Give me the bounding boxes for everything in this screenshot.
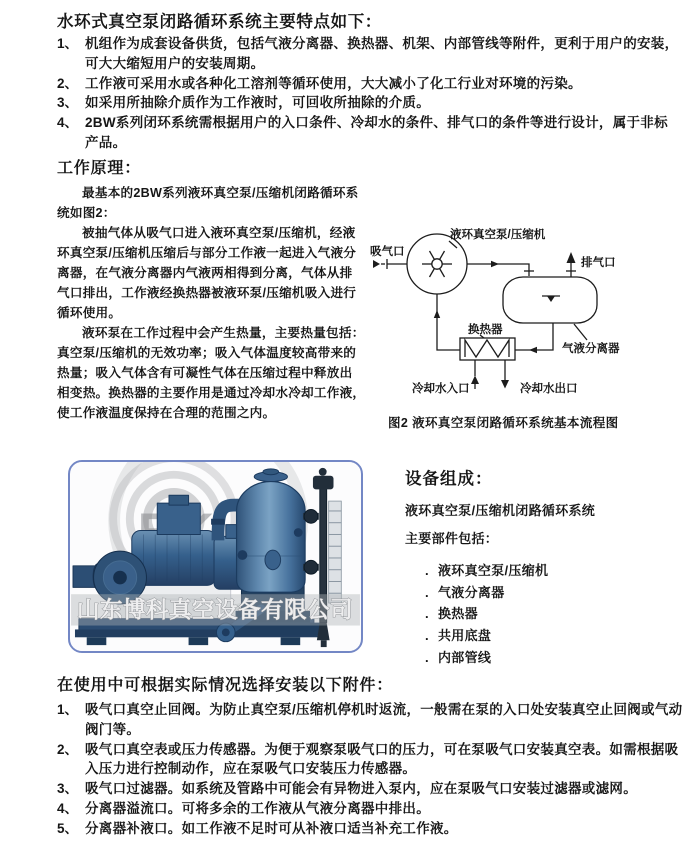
equipment-section bbox=[405, 465, 595, 668]
item-text: 入压力进行控制动作，应在泵吸气口安装压力传感器。 bbox=[85, 761, 417, 777]
item-text: 液环真空泵/压缩机 bbox=[438, 563, 549, 578]
text-line: 气口排出，工作液经换热器被液环泵/压缩机吸入进行 bbox=[57, 286, 357, 300]
text-line: 环真空泵/压缩机压缩后与部分工作液一起进入气液分 bbox=[57, 246, 357, 260]
text-line: 真空泵/压缩机的无效功率；吸入气体温度较高带来的 bbox=[57, 346, 357, 360]
cooling-out-label: 冷却水出口 bbox=[520, 383, 578, 395]
svg-text:山东博科真空设备有限公司: 山东博科真空设备有限公司 bbox=[76, 597, 354, 623]
suction-label: 吸气口 bbox=[370, 246, 405, 258]
cooling-out-arrow-icon bbox=[501, 380, 509, 389]
item-text: 2BW系列闭环系统需根据用户的入口条件、冷却水的条件、排气口的条件等进行设计，属于非标 bbox=[85, 115, 668, 131]
item-number: 2、 bbox=[57, 741, 79, 757]
list-item bbox=[57, 93, 687, 113]
item-text: 气液分离器 bbox=[438, 584, 505, 600]
deflector-icon bbox=[547, 296, 555, 302]
list-item bbox=[425, 625, 595, 647]
paragraph bbox=[57, 323, 366, 423]
text-line: 最基本的2BW系列液环真空泵/压缩机闭路循环系 bbox=[82, 186, 359, 200]
equipment-photo-illustration bbox=[70, 462, 361, 651]
heat-exchanger-label: 换热器 bbox=[468, 324, 503, 336]
item-number: 1、 bbox=[57, 702, 79, 717]
list-item bbox=[57, 700, 687, 740]
paragraph bbox=[57, 183, 362, 223]
list-item bbox=[57, 74, 687, 94]
company-watermark bbox=[71, 594, 360, 625]
equipment-photo bbox=[68, 460, 363, 653]
flow-diagram bbox=[368, 226, 698, 412]
item-text: 机组作为成套设备供货，包括气液分离器、换热器、机架、内部管线等附件，更利于用户的安装， bbox=[85, 36, 679, 51]
exhaust-arrow-icon bbox=[567, 252, 576, 263]
text-line: 统如图2： bbox=[57, 206, 116, 220]
section-heading-equipment: 设备组成： bbox=[405, 470, 493, 488]
item-text: 换热器 bbox=[438, 606, 478, 622]
list-item bbox=[425, 560, 595, 582]
equipment-parts-line: 主要部件包括： bbox=[405, 531, 499, 546]
item-text: 工作液可采用水或各种化工溶剂等循环使用，大大减小了化工行业对环境的污染。 bbox=[85, 75, 582, 91]
item-text: 吸气口真空止回阀。为防止真空泵/压缩机停机时返流，一般需在泵的入口处安装真空止回阀或气动 bbox=[85, 702, 683, 717]
item-text: 吸气口过滤器。如系统及管路中可能会有异物进入泵内，应在泵吸气口安装过滤器或滤网。 bbox=[85, 781, 637, 797]
separator-label: 气液分离器 bbox=[562, 343, 620, 355]
list-item bbox=[425, 582, 595, 604]
list-item bbox=[57, 799, 687, 819]
item-text: 如采用所抽除介质作为工作液时，可回收所抽除的介质。 bbox=[85, 95, 430, 111]
item-text: 可大大缩短用户的安装周期。 bbox=[85, 55, 265, 71]
figure-caption: 图2 液环真空泵闭路循环系统基本流程图 bbox=[388, 416, 619, 430]
list-item bbox=[425, 647, 595, 669]
item-number: 2、 bbox=[57, 75, 79, 91]
equipment-system-line: 液环真空泵/压缩机闭路循环系统 bbox=[405, 503, 596, 518]
item-text: 吸气口真空表或压力传感器。为便于观察泵吸气口的压力，可在泵吸气口安装真空表。如需根据吸 bbox=[85, 741, 679, 757]
list-item bbox=[57, 34, 687, 74]
list-item bbox=[57, 779, 687, 799]
text-line: 使工作液温度保持在合理的范围之内。 bbox=[57, 406, 276, 420]
impeller-icon bbox=[422, 251, 452, 277]
item-text: 分离器补液口。如工作液不足时可从补液口适当补充工作液。 bbox=[85, 820, 458, 836]
text-line: 相变热。换热器的主要作用是通过冷却水冷却工作液， bbox=[57, 386, 366, 400]
text-line: 液环泵在工作过程中会产生热量，主要热量包括： bbox=[82, 326, 365, 340]
principle-text bbox=[57, 183, 366, 423]
exhaust-label: 排气口 bbox=[581, 257, 616, 269]
item-number: 4、 bbox=[57, 115, 79, 131]
pump-label: 液环真空泵/压缩机 bbox=[450, 229, 546, 241]
separator-tank bbox=[237, 482, 306, 593]
list-item bbox=[425, 603, 595, 625]
item-text: 内部管线 bbox=[438, 649, 492, 665]
suction-arrow-icon bbox=[373, 260, 380, 268]
item-number: 3、 bbox=[57, 781, 79, 797]
bullet-dot: . bbox=[425, 563, 429, 578]
section-heading-accessories: 在使用中可根据实际情况选择安装以下附件： bbox=[57, 677, 394, 694]
text-line: 被抽气体从吸气口进入液环真空泵/压缩机，经液 bbox=[82, 226, 356, 240]
bullet-dot: . bbox=[425, 584, 429, 600]
equipment-bullet-list bbox=[405, 560, 595, 668]
flow-arrow-left-icon bbox=[529, 347, 537, 353]
item-number: 1、 bbox=[57, 36, 79, 51]
list-item bbox=[57, 740, 687, 780]
list-item bbox=[57, 113, 687, 153]
page-title: 水环式真空泵闭路循环系统主要特点如下： bbox=[57, 13, 382, 31]
item-text: 产品。 bbox=[85, 134, 127, 150]
text-line: 循环使用。 bbox=[57, 306, 122, 320]
flow-arrow-right-icon bbox=[491, 261, 499, 267]
bullet-dot: . bbox=[425, 606, 429, 622]
item-number: 3、 bbox=[57, 95, 79, 111]
item-text: 阀门等。 bbox=[85, 721, 141, 737]
section-heading-principle: 工作原理： bbox=[57, 160, 142, 177]
feature-list bbox=[57, 34, 687, 153]
bullet-dot: . bbox=[425, 628, 429, 644]
text-line: 热量；吸入气体含有可凝性气体在压缩过程中释放出 bbox=[57, 366, 353, 380]
item-number: 4、 bbox=[57, 800, 79, 816]
cooling-in-arrow-icon bbox=[471, 376, 479, 385]
accessories-list bbox=[57, 700, 687, 839]
pump-circle-symbol bbox=[407, 234, 467, 294]
text-line: 离器，在气液分离器内气液两相得到分离，气体从排 bbox=[57, 266, 353, 280]
paragraph bbox=[57, 223, 362, 323]
cooling-in-label: 冷却水入口 bbox=[412, 383, 470, 395]
item-text: 分离器溢流口。可将多余的工作液从气液分离器中排出。 bbox=[85, 800, 430, 816]
bullet-dot: . bbox=[425, 649, 429, 665]
list-item bbox=[57, 819, 687, 839]
flow-arrow-up-icon bbox=[434, 310, 440, 318]
item-text: 共用底盘 bbox=[438, 628, 492, 644]
item-number: 5、 bbox=[57, 820, 79, 836]
